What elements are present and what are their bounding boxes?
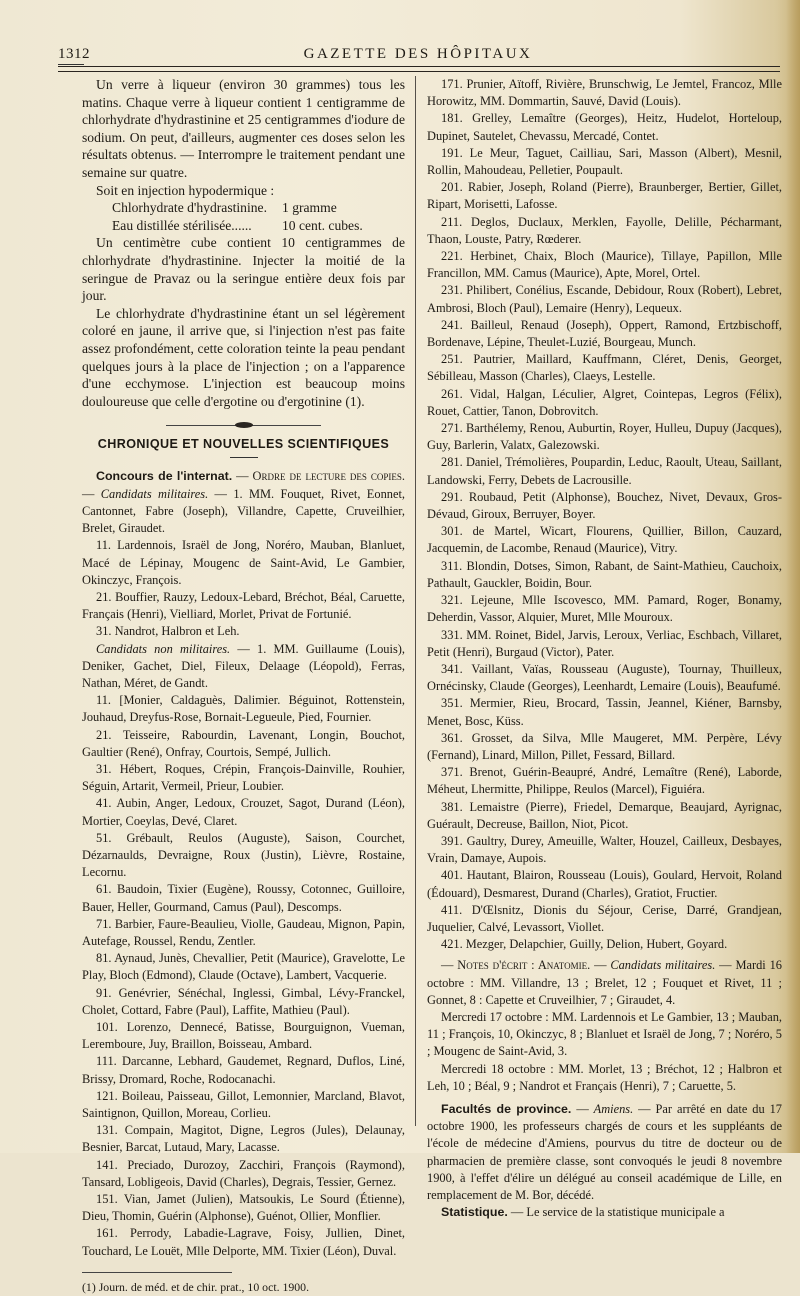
- list-item: 361. Grosset, da Silva, Mlle Maugeret, MM. Perpère, Lévy (Fernand), Linard, Millon, Pillet, Fessard, Billard.: [427, 730, 782, 762]
- concours-heading: Concours de l'internat. — Ordre de lecture des copies. — Candidats militaires. — 1. MM. Fouquet, Rivet, Eonnet, Cantonnet, Fabre (Joseph), Villandre, Capette, Cruveilhier, Brelet, Giraudet.: [82, 469, 406, 536]
- list-item: 261. Vidal, Halgan, Léculier, Algret, Cointepas, Legros (Félix), Rouet, Cattier, Tanon, Dobrovitch.: [427, 386, 782, 418]
- list-item: 181. Grelley, Lemaître (Georges), Heitz, Hudelot, Horteloup, Dupinet, Sautelet, Chevassu, Mercadé, Contet.: [427, 111, 782, 143]
- recipe-line: [82, 199, 405, 217]
- list-item: 281. Daniel, Trémolières, Poupardin, Leduc, Raoult, Uteau, Saillant, Landowski, Ferry, Debets de Lacrousille.: [427, 455, 782, 487]
- facultes-city: Amiens.: [593, 1101, 634, 1116]
- lead-paragraph: Un verre à liqueur (environ 30 grammes) tous les matins. Chaque verre à liqueur contient 1 centigramme de chlorhydrate d'hydrastinine et 25 centigrammes d'iodure de sodium. On peut, d'ailleurs, augmenter ces doses selon les résultats obtenus. — Interrompre le traitement pendant une semaine sur quatre.: [82, 77, 405, 180]
- list-item: 321. Lejeune, Mlle Iscovesco, MM. Pamard, Roger, Bonamy, Deherdin, Vassor, Alquier, Muret, Mlle Mouroux.: [427, 593, 782, 625]
- list-item: 141. Preciado, Durozoy, Zacchiri, François (Raymond), Tansard, Lobligeois, David (Charles), Degrais, Tessier, Gernez.: [82, 1157, 405, 1189]
- list-item: 291. Roubaud, Petit (Alphonse), Bouchez, Nivet, Devaux, Gros-Dévaud, Giroux, Berruyer, Boyer.: [427, 489, 782, 522]
- list-item: 41. Aubin, Anger, Ledoux, Crouzet, Sagot, Durand (Léon), Mortier, Coeylas, Devé, Claret.: [82, 796, 405, 828]
- list-item: 331. MM. Roinet, Bidel, Jarvis, Leroux, Verliac, Eschbach, Villaret, Petit (Henri), Burgaud (Victor), Pater.: [427, 627, 782, 659]
- list-item: 391. Gaultry, Durey, Ameuille, Walter, Houzel, Cailleux, Desbayes, Vrain, Damaye, Aupois.: [427, 833, 782, 866]
- list-item: 251. Pautrier, Maillard, Kauffmann, Cléret, Denis, Georget, Sébilleau, Masson (Charles), Claeys, Lestelle.: [427, 352, 782, 384]
- recipe-quantity: 1 gramme: [282, 200, 337, 216]
- left-column: [82, 76, 405, 1296]
- list-item: 161. Perrody, Labadie-Lagrave, Foisy, Jullien, Dinet, Touchard, Le Louët, Mlle Delporte, MM. Tixier (Léon), Duval.: [82, 1226, 405, 1258]
- list-item: 311. Blondin, Dotses, Simon, Rabant, de Saint-Mathieu, Cauchoix, Pathault, Gauckler, Boidin, Bour.: [427, 558, 782, 590]
- statistique-title: Statistique.: [441, 1205, 508, 1220]
- list-item: 411. D'Œlsnitz, Dionis du Séjour, Cerise, Darré, Grandjean, Juquelier, Calvé, Levassort, Viollet.: [427, 902, 782, 934]
- notes-paragraph: Mercredi 18 octobre : MM. Morlet, 13 ; Bréchot, 12 ; Halbron et Leh, 10 ; Béal, 9 ; Nandrot et Français (Henri), 7 ; Caruette, 5.: [427, 1061, 782, 1093]
- recipe-ingredient: Chlorhydrate d'hydrastinine.: [112, 200, 267, 216]
- notes-text: Mardi 16 octobre : MM. Villandre, 13 ; Brelet, 12 ; Fouquet et Rivet, 11 ; Gonnet, 8 : Capette et Cruveilhier, 7 ; Giraudet, 4.: [427, 958, 782, 1007]
- statistique-text: Le service de la statistique municipale a: [526, 1205, 725, 1220]
- list-item: 191. Le Meur, Taguet, Cailliau, Sari, Masson (Albert), Mesnil, Rollin, Mahoudeau, Pelletier, Poupault.: [427, 145, 782, 178]
- right-column: [427, 76, 782, 1221]
- list-item: 101. Lorenzo, Dennecé, Batisse, Bourguignon, Vueman, Leremboure, Juy, Braillon, Boisseau, Ambard.: [82, 1019, 405, 1052]
- list-item: 11. Lardennois, Israël de Jong, Noréro, Mauban, Blanluet, Macé de Lépinay, Mougenc de Saint-Avid, Le Gambier, Okinczyc, François.: [82, 538, 405, 587]
- notes-paragraph: Mercredi 17 octobre : MM. Lardennois et Le Gambier, 13 ; Mauban, 11 ; François, 10, Okinczyc, 8 ; Blanluet et Israël de Jong, 7 ; Noréro, 5 ; Mougenc de Saint-Avid, 3.: [427, 1009, 782, 1059]
- list-item: 51. Grébault, Reulos (Auguste), Saison, Courchet, Dézarnaulds, Devraigne, Roux (Justin), Lièvre, Rostaine, Lecornu.: [82, 830, 405, 880]
- list-item: 11. [Monier, Caldaguès, Dalimier. Béguinot, Rottenstein, Jouhaud, Dreyfus-Rose, Bornait-Legueule, Pied, Fournier.: [82, 693, 405, 725]
- section-ornament: [82, 422, 405, 428]
- militaires-list: 1. MM. Fouquet, Rivet, Eonnet, Cantonnet, Fabre (Joseph), Villandre, Capette, Cruveilhier, Brelet, Giraudet.: [82, 486, 406, 536]
- list-item: 31. Nandrot, Halbron et Leh.: [96, 624, 240, 639]
- section-title: CHRONIQUE ET NOUVELLES SCIENTIFIQUES: [97, 437, 390, 452]
- notes-paragraph: — Notes d'écrit : Anatomie. — Candidats militaires. — Mardi 16 octobre : MM. Villandre, 13 ; Brelet, 12 ; Fouquet et Rivet, 11 ; Gonnet, 8 : Capette et Cruveilhier, 7 ; Giraudet, 4.: [427, 958, 782, 1007]
- list-item: 151. Vian, Jamet (Julien), Matsoukis, Le Sourd (Étienne), Dieu, Thomin, Guérin (Alphonse), Guénot, Ollier, Monflier.: [82, 1192, 405, 1224]
- list-item: 81. Aynaud, Junès, Chevallier, Petit (Maurice), Gravelotte, Le Play, Bloch (Edmond), Claude (Octave), Lambert, Vacquerie.: [82, 951, 405, 983]
- list-item: 401. Hautant, Blairon, Rousseau (Louis), Goulard, Hervoit, Roland (Édouard), Desmarest, Durand (Charles), Gratiot, Fructier.: [427, 868, 782, 900]
- list-item: 371. Brenot, Guérin-Beaupré, André, Lemaître (René), Laborde, Méheut, Lhermitte, Philippe, Reulos (Marcel), Figuiéra.: [427, 765, 782, 797]
- list-item: 421. Mezger, Delapchier, Guilly, Delion, Hubert, Goyard.: [441, 937, 728, 952]
- list-item: 341. Vaillant, Vaïas, Rousseau (Auguste), Tournay, Thuilleux, Ornécinsky, Claude (Georges), Leenhardt, Lemaire (Louis), Beaufumé.: [427, 661, 782, 694]
- list-item: 301. de Martel, Wicart, Flourens, Quillier, Billon, Cauzard, Jacquemin, de Lacombe, Renaud (Maurice), Vitry.: [427, 524, 782, 556]
- list-item: 21. Bouffier, Rauzy, Ledoux-Lebard, Bréchot, Béal, Caruette, Français (Henri), Vielliard, Morlet, Privat de Fortunié.: [82, 589, 405, 622]
- facultes-text: Par arrêté en date du 17 octobre 1900, les professeurs chargés de cours et les suppléants de l'école de médecine d'Amiens, pourvus du titre de docteur ou de pharmacien de première classe, sont convoqués le jeudi 8 novembre 1900, à l'effet d'élire un délégué au conseil académique de Lille, en remplacement de M. Bor, décédé.: [427, 1101, 783, 1202]
- concours-title: Concours de l'internat.: [96, 469, 233, 484]
- non-militaires-list: 1. MM. Guillaume (Louis), Deniker, Gachet, Diel, Fileux, Delaage (Léopold), Ferras, Nathan, Méret, de Gandt.: [82, 641, 405, 690]
- list-item: 221. Herbinet, Chaix, Bloch (Maurice), Tillaye, Papillon, Mlle Francillon, MM. Camus (Maurice), Apte, Morel, Ortel.: [427, 249, 782, 281]
- recipe-quantity: 10 cent. cubes.: [282, 217, 363, 233]
- statistique-paragraph: Statistique. — Le service de la statistique municipale a: [441, 1205, 725, 1220]
- notes-label: Notes d'écrit : Anatomie.: [457, 958, 591, 973]
- list-item: 211. Deglos, Duclaux, Merklen, Fayolle, Delille, Pécharmant, Thaon, Louste, Patry, Rœderer.: [427, 214, 782, 246]
- list-item: 201. Rabier, Joseph, Roland (Pierre), Braunberger, Bertier, Gillet, Ripart, Morisetti, Lafosse.: [427, 180, 782, 212]
- recipe-line: [82, 217, 405, 235]
- list-item: 61. Baudoin, Tixier (Eugène), Roussy, Cotonnec, Guilloire, Bauer, Heller, Gourmand, Camus (Paul), Descomps.: [82, 882, 405, 914]
- page-number-underline: [58, 64, 84, 65]
- footnote: (1) Journ. de méd. et de chir. prat., 10 oct. 1900.: [82, 1279, 310, 1294]
- body-paragraph: Un centimètre cube contient 10 centigrammes de chlorhydrate d'hydrastinine. Injecter la moitié de la seringue de Pravaz ou la seringue entière deux fois par jour.: [82, 235, 405, 304]
- non-militaires-label: Candidats non militaires.: [96, 641, 231, 656]
- militaires-label: Candidats militaires.: [100, 486, 209, 501]
- list-item: 71. Barbier, Faure-Beaulieu, Violle, Gaudeau, Mignon, Papin, Autefage, Roussel, Rendu, Zentler.: [82, 916, 405, 948]
- journal-title: GAZETTE DES HÔPITAUX: [303, 46, 533, 62]
- notes-sublabel: Candidats militaires.: [610, 958, 716, 973]
- list-item: 121. Boileau, Paisseau, Gillot, Lemonnier, Marcland, Blavot, Saintignon, Quillon, Moreau, Corlieu.: [82, 1088, 405, 1120]
- list-item: 21. Teisseire, Rabourdin, Lavenant, Longin, Bouchot, Gaultier (René), Onfray, Courtois, Sempé, Jullich.: [82, 727, 405, 759]
- page-edge-shadow: [786, 0, 800, 1153]
- list-item: 171. Prunier, Aïtoff, Rivière, Brunschwig, Le Jemtel, Francoz, Mlle Horowitz, MM. Dommartin, Sauvé, David (Louis).: [427, 77, 782, 109]
- list-item: 271. Barthélemy, Renou, Auburtin, Royer, Hulleu, Dupuy (Jacques), Guy, Barlerin, Valatx, Galezowski.: [427, 421, 782, 453]
- list-item: 111. Darcanne, Lebhard, Gaudemet, Regnard, Duflos, Liné, Brissy, Dromard, Roche, Rodocanachi.: [82, 1054, 405, 1086]
- facultes-title: Facultés de province.: [441, 1101, 572, 1116]
- page-number: 1312: [58, 46, 90, 62]
- list-item: 31. Hébert, Roques, Crépin, François-Dainville, Rouhier, Séguin, Artarit, Vermeil, Prieur, Loubier.: [82, 761, 405, 794]
- concours-order: Ordre de lecture des copies.: [252, 469, 405, 484]
- footnote-rule: [82, 1272, 232, 1273]
- page-header: [58, 46, 778, 66]
- section-short-rule: [230, 457, 258, 458]
- list-item: 231. Philibert, Conélius, Escande, Debidour, Roux (Robert), Lebret, Ambrosi, Bloch (Paul), Lemaire (Henry), Lequeux.: [427, 283, 782, 315]
- list-item: 241. Bailleul, Renaud (Joseph), Oppert, Ramond, Ertzbischoff, Bordenave, Lépine, Theulet-Luzié, Bourgeau, Munch.: [427, 317, 782, 350]
- body-paragraph: Le chlorhydrate d'hydrastinine étant un sel légèrement coloré en jaune, il arrive que, si l'injection n'est pas faite assez profondément, cette coloration teinte la peau pendant quelques jours à la place de l'injection ; on a l'apparence d'une ecchymose. L'injection est beaucoup moins douloureuse que celle d'ergotine ou d'ergotinine (1).: [82, 305, 405, 409]
- list-item: 91. Genévrier, Sénéchal, Inglessi, Gimbal, Lévy-Franckel, Cholet, Cottard, Fabre (Paul), Laffite, Mathieu (Paul).: [82, 985, 405, 1017]
- column-divider: [415, 76, 416, 1126]
- lead-paragraph: Soit en injection hypodermique :: [96, 182, 275, 198]
- header-rule: [58, 66, 780, 72]
- list-item: 131. Compain, Magitot, Digne, Legros (Jules), Delaunay, Besnier, Barcat, Lutaud, Mary, Lacasse.: [82, 1123, 405, 1155]
- recipe-ingredient: Eau distillée stérilisée......: [112, 217, 252, 233]
- list-item: 351. Mermier, Rieu, Brocard, Tassin, Jeannel, Kiéner, Barnsby, Menet, Bosc, Küss.: [427, 696, 782, 728]
- list-item: 381. Lemaistre (Pierre), Friedel, Demarque, Beaujard, Ayrignac, Guérault, Decreuse, Baillon, Niot, Picot.: [427, 799, 782, 831]
- non-militaires-heading: Candidats non militaires. — 1. MM. Guillaume (Louis), Deniker, Gachet, Diel, Fileux, Delaage (Léopold), Ferras, Nathan, Méret, de Gandt.: [82, 641, 405, 690]
- facultes-paragraph: Facultés de province. — Amiens. — Par arrêté en date du 17 octobre 1900, les professeurs chargés de cours et les suppléants de l'école de médecine d'Amiens, pourvus du titre de docteur ou de pharmacien de première classe, sont convoqués le jeudi 8 novembre 1900, à l'effet d'élire un délégué au conseil académique de Lille, en remplacement de M. Bor, décédé.: [427, 1101, 783, 1202]
